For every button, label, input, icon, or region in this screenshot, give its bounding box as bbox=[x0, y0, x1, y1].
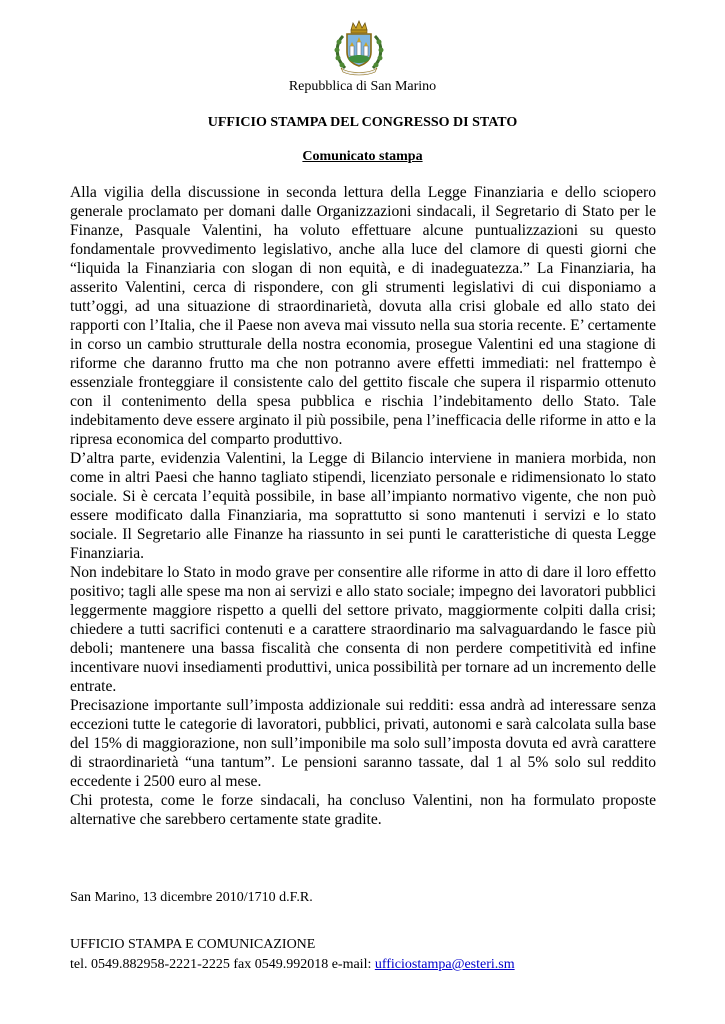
republic-name: Repubblica di San Marino bbox=[288, 79, 437, 94]
press-release-body bbox=[70, 183, 656, 829]
body-paragraph: Alla vigilia della discussione in seconda lettura della Legge Finanziaria e dello sciopero generale proclamato per domani dalle Organizzazioni sindacali, il Segretario di Stato per le Finanze, Pasquale Valentini, ha voluto effettuare alcune puntualizzazioni su questo fondamentale provvedimento legislativo, anche alla luce del clamore di questi giorni che “liquida la Finanziaria con slogan di non equità, e di inadeguatezza.” La Finanziaria, ha asserito Valentini, cerca di rispondere, con gli strumenti legislativi di cui disponiamo a tutt’oggi, ad una situazione di straordinarietà, dovuta alla crisi globale ed allo stato dei rapporti con l’Italia, che il Paese non aveva mai vissuto nella sua storia recente. E’ certamente in corso un cambio strutturale della nostra economia, prosegue Valentini ed una stagione di riforme che daranno frutto ma che non potranno avere effetti immediati: nel frattempo è essenziale fronteggiare il consistente calo del gettito fiscale che supera il risparmio ottenuto con il contenimento della spesa pubblica e rischia l’indebitamento dello Stato. Tale indebitamento deve essere arginato il più possibile, pena l’inefficacia delle riforme in atto e la ripresa economica del comparto produttivo. bbox=[70, 184, 656, 448]
body-paragraph: Precisazione importante sull’imposta addizionale sui redditi: essa andrà ad interessare senza eccezioni tutte le categorie di lavoratori, pubblici, privati, autonomi e sarà calcolata sulla base del 15% di maggiorazione, non sull’imponibile ma solo sull’imposta dovuta ed avrà carattere di straordinarietà “una tantum”. Le pensioni saranno tassate, dal 1 al 5% solo sul reddito eccedente i 2500 euro al mese. bbox=[70, 697, 656, 790]
document-type: Comunicato stampa bbox=[302, 149, 423, 164]
phone-fax-text: tel. 0549.882958-2221-2225 fax 0549.992018 e-mail: bbox=[70, 957, 375, 972]
email-link[interactable]: ufficiostampa@esteri.sm bbox=[374, 957, 515, 972]
body-paragraph: D’altra parte, evidenzia Valentini, la Legge di Bilancio interviene in maniera morbida, non come in altri Paesi che hanno tagliato stipendi, licenziato personale e ridimensionato lo stato sociale. Si è cercata l’equità possibile, in base all’impianto normativo vigente, che non può essere modificato dalla Finanziaria, ma soprattutto si sono mantenuti i servizi e lo stato sociale. Il Segretario alle Finanze ha riassunto in sei punti le caratteristiche di questa Legge Finanziaria. bbox=[70, 450, 656, 562]
body-paragraph: Non indebitare lo Stato in modo grave per consentire alle riforme in atto di dare il loro effetto positivo; tagli alle spese ma non ai servizi e allo stato sociale; impegno dei lavoratori pubblici leggermente maggiore rispetto a quelli del settore privato, maggiormente colpiti dalla crisi; chiedere a tutti sacrifici contenuti e a carattere straordinario ma salvaguardando le fasce più deboli; mantenere una bassa fiscalità che consenta di non perdere competitività ed infine incentivare nuovi insediamenti produttivi, unica possibilità per tornare ad un incremento delle entrate. bbox=[70, 564, 656, 695]
body-paragraph: Chi protesta, come le forze sindacali, ha concluso Valentini, non ha formulato proposte alternative che sarebbero certamente state gradite. bbox=[70, 792, 656, 828]
office-title: UFFICIO STAMPA DEL CONGRESSO DI STATO bbox=[207, 115, 518, 130]
place-and-date: San Marino, 13 dicembre 2010/1710 d.F.R. bbox=[70, 890, 313, 905]
coat-of-arms-icon bbox=[329, 20, 389, 76]
footer-office-title: UFFICIO STAMPA E COMUNICAZIONE bbox=[70, 937, 316, 952]
footer-contacts bbox=[70, 957, 515, 973]
